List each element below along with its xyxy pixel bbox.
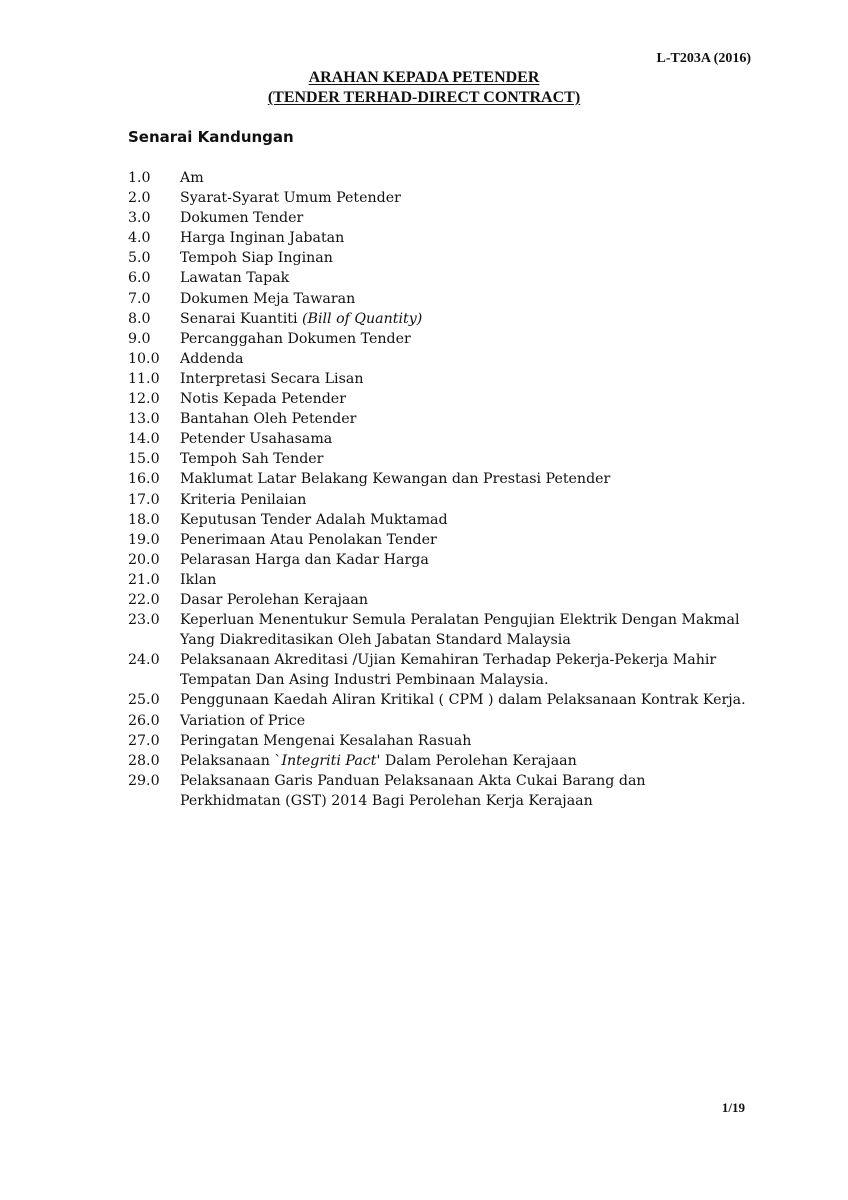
toc-item-number: 11.0	[128, 370, 160, 387]
toc-item	[128, 711, 768, 731]
toc-item-number: 22.0	[128, 591, 160, 608]
toc-item	[128, 228, 768, 248]
title-line-2: (TENDER TERHAD-DIRECT CONTRACT)	[267, 89, 581, 106]
toc-item-text	[180, 751, 768, 771]
toc-item	[128, 731, 768, 751]
toc-item-number: 24.0	[128, 652, 160, 669]
toc-item-number: 5.0	[128, 250, 151, 267]
toc-item	[128, 771, 768, 811]
toc-item-continuation: Yang Diakreditasikan Oleh Jabatan Standard Malaysia	[180, 632, 571, 649]
toc-item	[128, 550, 768, 570]
toc-item-label: Keperluan Menentukur Semula Peralatan Pengujian Elektrik Dengan Makmal	[180, 612, 740, 629]
toc-item	[128, 530, 768, 550]
toc-item-label: Dasar Perolehan Kerajaan	[180, 591, 368, 608]
toc-item-text	[180, 690, 768, 710]
toc-item-label: Peringatan Mengenai Kesalahan Rasuah	[180, 732, 472, 749]
toc-item-number: 10.0	[128, 350, 160, 367]
toc-item-number: 14.0	[128, 431, 160, 448]
toc-item-label: Variation of Price	[180, 712, 306, 729]
toc-item-number: 3.0	[128, 210, 151, 227]
toc-item-number: 20.0	[128, 551, 160, 568]
toc-item-text	[180, 610, 768, 650]
toc-item-number: 18.0	[128, 511, 160, 528]
toc-item-text	[180, 550, 768, 570]
toc-item-label: Iklan	[180, 571, 217, 588]
toc-item-text	[180, 268, 768, 288]
toc-item-label: Petender Usahasama	[180, 431, 333, 448]
toc-item-text	[180, 449, 768, 469]
toc-item-text	[180, 289, 768, 309]
toc-item	[128, 268, 768, 288]
toc-item-number: 26.0	[128, 712, 160, 729]
toc-item	[128, 429, 768, 449]
table-of-contents	[128, 168, 768, 811]
toc-item-text	[180, 711, 768, 731]
toc-item-number: 9.0	[128, 330, 151, 347]
toc-item-label: Lawatan Tapak	[180, 270, 290, 287]
toc-item	[128, 590, 768, 610]
toc-item	[128, 409, 768, 429]
toc-item-label: Kriteria Penilaian	[180, 491, 307, 508]
toc-item-text	[180, 510, 768, 530]
toc-item	[128, 309, 768, 329]
toc-item	[128, 208, 768, 228]
toc-item-label: Keputusan Tender Adalah Muktamad	[180, 511, 448, 528]
toc-item-text	[180, 570, 768, 590]
toc-item-text	[180, 309, 768, 329]
toc-item-label: Penggunaan Kaedah Aliran Kritikal ( CPM ) dalam Pelaksanaan Kontrak Kerja.	[180, 692, 746, 709]
toc-item-number: 8.0	[128, 310, 151, 327]
toc-item-number: 6.0	[128, 270, 151, 287]
toc-item-label: Syarat-Syarat Umum Petender	[180, 190, 401, 207]
toc-heading: Senarai Kandungan	[128, 128, 294, 146]
toc-item-number: 28.0	[128, 752, 160, 769]
toc-item-label: Tempoh Sah Tender	[180, 451, 324, 468]
toc-item-number: 12.0	[128, 391, 160, 408]
toc-item-label-tail: Dalam Perolehan Kerajaan	[380, 752, 577, 769]
document-title	[0, 68, 848, 108]
toc-item	[128, 690, 768, 710]
toc-item-continuation: Perkhidmatan (GST) 2014 Bagi Perolehan Kerja Kerajaan	[180, 792, 593, 809]
toc-item	[128, 168, 768, 188]
toc-item-text	[180, 349, 768, 369]
toc-item-label: Tempoh Siap Inginan	[180, 250, 333, 267]
toc-item-label: Senarai Kuantiti	[180, 310, 298, 327]
toc-item-label: Pelaksanaan Garis Panduan Pelaksanaan Akta Cukai Barang dan	[180, 772, 646, 789]
toc-item-text	[180, 369, 768, 389]
toc-item-text	[180, 168, 768, 188]
toc-item-number: 7.0	[128, 290, 151, 307]
toc-item-text	[180, 248, 768, 268]
toc-item	[128, 751, 768, 771]
toc-item-number: 21.0	[128, 571, 160, 588]
toc-item-label: Notis Kepada Petender	[180, 391, 346, 408]
toc-item-text	[180, 208, 768, 228]
toc-item-number: 13.0	[128, 411, 160, 428]
toc-item	[128, 610, 768, 650]
toc-item-label: Maklumat Latar Belakang Kewangan dan Prestasi Petender	[180, 471, 611, 488]
toc-item-label: Harga Inginan Jabatan	[180, 230, 345, 247]
toc-item	[128, 349, 768, 369]
toc-item-label: Am	[180, 170, 204, 186]
toc-item-label: Dokumen Meja Tawaran	[180, 290, 356, 307]
toc-item-text	[180, 469, 768, 489]
toc-item-label: Pelarasan Harga dan Kadar Harga	[180, 551, 429, 568]
toc-item-text	[180, 429, 768, 449]
toc-item	[128, 188, 768, 208]
page-number: 1/19	[721, 1100, 745, 1115]
toc-item-text	[180, 490, 768, 510]
toc-item	[128, 248, 768, 268]
toc-item	[128, 389, 768, 409]
toc-item-number: 4.0	[128, 230, 151, 247]
toc-item-text	[180, 188, 768, 208]
toc-item	[128, 490, 768, 510]
toc-item	[128, 289, 768, 309]
toc-item-continuation: Tempatan Dan Asing Industri Pembinaan Malaysia.	[180, 672, 549, 689]
toc-item-italic: Integriti Pact'	[281, 752, 381, 769]
toc-item-label: Pelaksanaan Akreditasi /Ujian Kemahiran Terhadap Pekerja-Pekerja Mahir	[180, 652, 717, 669]
toc-item	[128, 469, 768, 489]
toc-item-text	[180, 731, 768, 751]
title-line-1: ARAHAN KEPADA PETENDER	[308, 69, 540, 86]
toc-item-text	[180, 771, 768, 811]
toc-item-number: 17.0	[128, 491, 160, 508]
toc-item-number: 1.0	[128, 170, 151, 186]
toc-item-text	[180, 409, 768, 429]
toc-item-text	[180, 650, 768, 690]
toc-item	[128, 329, 768, 349]
toc-item	[128, 449, 768, 469]
toc-item-number: 29.0	[128, 772, 160, 789]
toc-item-label: Addenda	[180, 350, 244, 367]
document-reference: L-T203A (2016)	[656, 51, 751, 66]
toc-item-label: Bantahan Oleh Petender	[180, 411, 357, 428]
toc-item	[128, 570, 768, 590]
toc-item-number: 15.0	[128, 451, 160, 468]
toc-item-number: 23.0	[128, 612, 160, 629]
toc-item-label: Penerimaan Atau Penolakan Tender	[180, 531, 437, 548]
toc-item	[128, 510, 768, 530]
toc-item-text	[180, 329, 768, 349]
toc-item	[128, 369, 768, 389]
toc-item-number: 19.0	[128, 531, 160, 548]
toc-item	[128, 650, 768, 690]
toc-item-text	[180, 590, 768, 610]
toc-item-label: Pelaksanaan `	[180, 752, 282, 769]
toc-item-text	[180, 530, 768, 550]
toc-item-label: Percanggahan Dokumen Tender	[180, 330, 411, 347]
toc-item-text	[180, 228, 768, 248]
toc-item-number: 27.0	[128, 732, 160, 749]
toc-item-number: 25.0	[128, 692, 160, 709]
toc-item-label: Interpretasi Secara Lisan	[180, 370, 364, 387]
toc-item-text	[180, 389, 768, 409]
toc-item-number: 2.0	[128, 190, 151, 207]
toc-item-label: Dokumen Tender	[180, 210, 304, 227]
toc-item-number: 16.0	[128, 471, 160, 488]
toc-item-italic: (Bill of Quantity)	[302, 310, 423, 327]
